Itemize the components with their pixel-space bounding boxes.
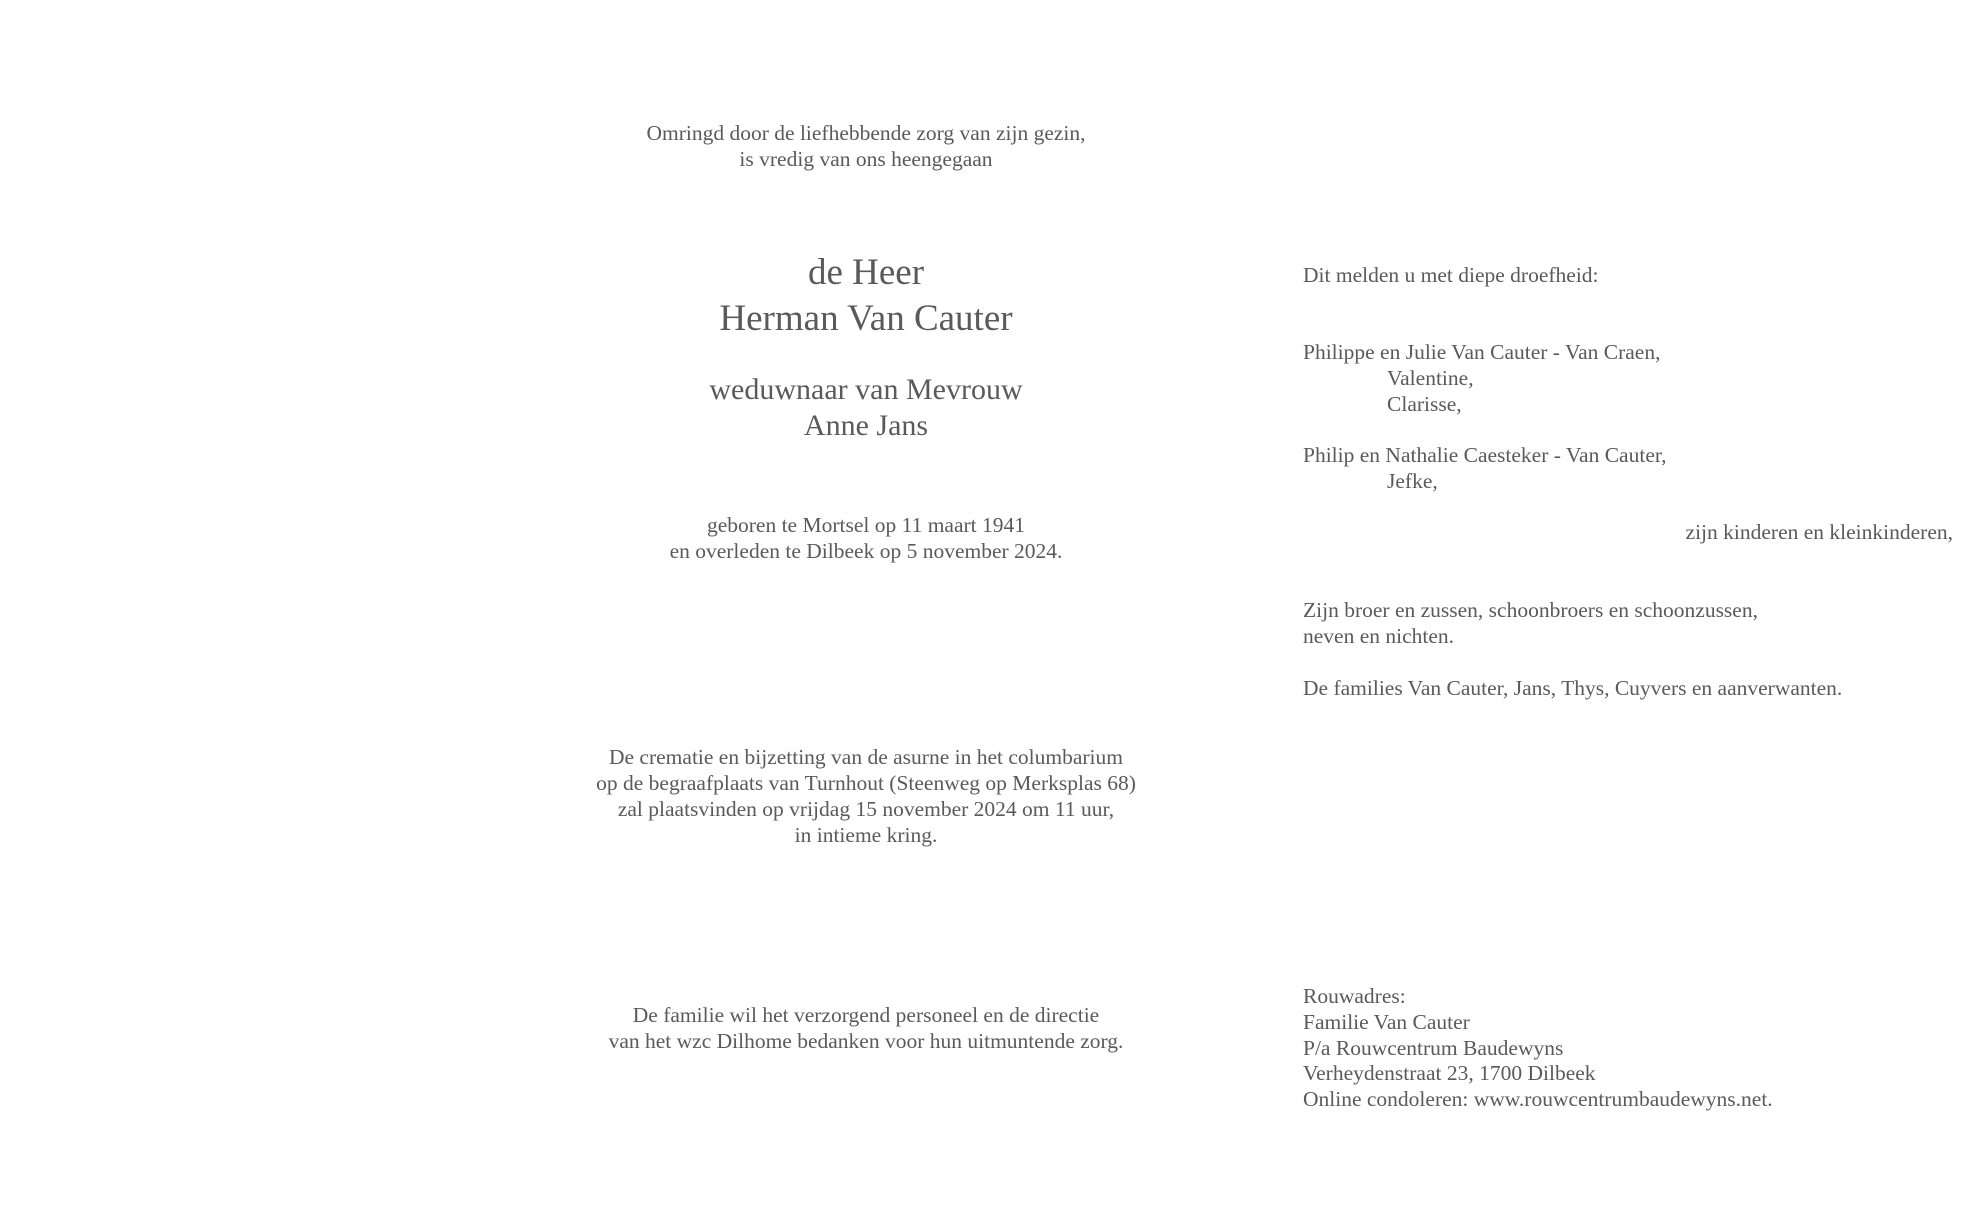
- mourning-address: [1303, 984, 1773, 1113]
- ceremony-line-1: De crematie en bijzetting van de asurne in het columbarium: [608, 745, 1124, 769]
- widow-line: weduwnaar van Mevrouw: [709, 373, 1023, 406]
- family-1-child: Valentine,: [1387, 365, 1474, 390]
- spouse-name: Anne Jans: [803, 409, 929, 442]
- announcement-heading: [1303, 263, 1599, 289]
- family-2-child: Jefke,: [1387, 468, 1438, 493]
- deceased-name: Herman Van Cauter: [719, 298, 1013, 339]
- family-group-1: [1303, 340, 1660, 417]
- intro-line-2: is vredig van ons heengegaan: [739, 147, 993, 171]
- widow-block: [466, 372, 1266, 444]
- relatives-line-2: neven en nichten.: [1303, 623, 1455, 648]
- thanks-block: [466, 1002, 1266, 1054]
- dates-block: [466, 512, 1266, 564]
- children-line: [1686, 520, 1953, 546]
- intro-line-1: Omringd door de liefhebbende zorg van zijn gezin,: [646, 121, 1086, 145]
- address-label: Rouwadres:: [1303, 984, 1406, 1008]
- thanks-line-1: De familie wil het verzorgend personeel en de directie: [632, 1003, 1100, 1027]
- thanks-line-2: van het wzc Dilhome bedanken voor hun uitmuntende zorg.: [608, 1029, 1124, 1053]
- death-line: en overleden te Dilbeek op 5 november 2024.: [669, 539, 1063, 563]
- condolence-link[interactable]: Online condoleren: www.rouwcentrumbaudewyns.net.: [1303, 1087, 1773, 1112]
- children-line-text: zijn kinderen en kleinkinderen,: [1685, 520, 1953, 544]
- birth-line: geboren te Mortsel op 11 maart 1941: [706, 513, 1026, 537]
- ceremony-line-4: in intieme kring.: [794, 823, 938, 847]
- address-line-1: Familie Van Cauter: [1303, 1009, 1470, 1034]
- family-1-parents: Philippe en Julie Van Cauter - Van Craen,: [1303, 340, 1661, 364]
- families-block: [1303, 676, 1842, 702]
- ceremony-line-3: zal plaatsvinden op vrijdag 15 november 2024 om 11 uur,: [617, 797, 1115, 821]
- deceased-name-block: [466, 250, 1266, 342]
- ceremony-line-2: op de begraafplaats van Turnhout (Steenweg op Merksplas 68): [596, 771, 1136, 795]
- family-group-2: [1303, 443, 1667, 495]
- intro-text: [466, 120, 1266, 172]
- address-line-3: Verheydenstraat 23, 1700 Dilbeek: [1303, 1061, 1596, 1086]
- family-1-child: Clarisse,: [1387, 391, 1462, 416]
- relatives-block: [1303, 598, 1758, 650]
- relatives-line-1: Zijn broer en zussen, schoonbroers en schoonzussen,: [1303, 598, 1758, 622]
- ceremony-block: [466, 744, 1266, 848]
- families-line: De families Van Cauter, Jans, Thys, Cuyvers en aanverwanten.: [1303, 676, 1843, 700]
- address-line-2: P/a Rouwcentrum Baudewyns: [1303, 1035, 1564, 1060]
- family-2-parents: Philip en Nathalie Caesteker - Van Cauter,: [1303, 443, 1667, 467]
- salutation: de Heer: [807, 252, 925, 293]
- announcement-heading-text: Dit melden u met diepe droefheid:: [1303, 263, 1599, 287]
